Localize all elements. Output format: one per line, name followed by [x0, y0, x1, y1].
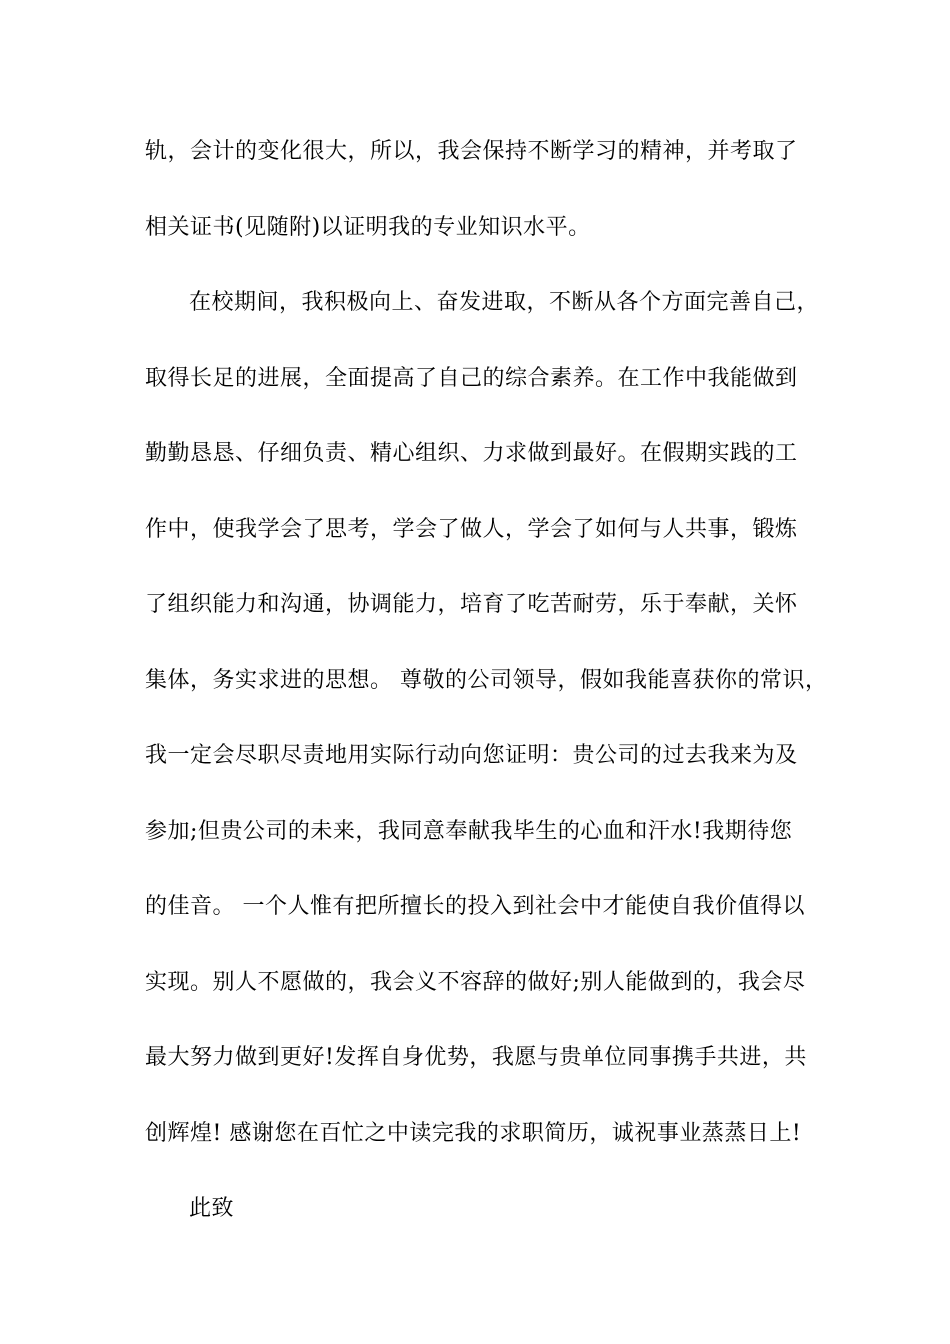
text-line: 了组织能力和沟通，协调能力，培育了吃苦耐劳，乐于奉献，关怀 — [145, 592, 798, 617]
text-line: 轨，会计的变化很大，所以，我会保持不断学习的精神，并考取了 — [145, 139, 798, 164]
letter-body — [145, 130, 828, 1263]
text-line: 参加;但贵公司的未来，我同意奉献我毕生的心血和汗水!我期待您 — [145, 818, 793, 844]
text-line: 作中，使我学会了思考，学会了做人，学会了如何与人共事，锻炼 — [145, 516, 798, 542]
text-line: 集体，务实求进的思想。 尊敬的公司领导，假如我能喜获你的常识， — [145, 667, 828, 693]
text-line: 最大努力做到更好!发挥自身优势，我愿与贵单位同事携手共进，共 — [145, 1045, 807, 1070]
text-line: 取得长足的进展，全面提高了自己的综合素养。在工作中我能做到 — [145, 365, 798, 391]
text-line: 创辉煌! 感谢您在百忙之中读完我的求职简历，诚祝事业蒸蒸日上! — [145, 1120, 802, 1146]
text-line: 实现。别人不愿做的，我会义不容辞的做好;别人能做到的，我会尽 — [145, 969, 806, 995]
text-line: 的佳音。 一个人惟有把所擅长的投入到社会中才能使自我价值得以 — [145, 894, 805, 919]
text-line: 在校期间，我积极向上、奋发进取，不断从各个方面完善自己， — [189, 290, 820, 315]
text-line: 勤勤恳恳、仔细负责、精心组织、力求做到最好。在假期实践的工 — [145, 441, 798, 466]
text-line: 相关证书(见随附)以证明我的专业知识水平。 — [145, 214, 591, 240]
text-line: 我一定会尽职尽责地用实际行动向您证明：贵公司的过去我来为及 — [145, 743, 798, 768]
closing-salutation: 此致 — [189, 1196, 235, 1221]
